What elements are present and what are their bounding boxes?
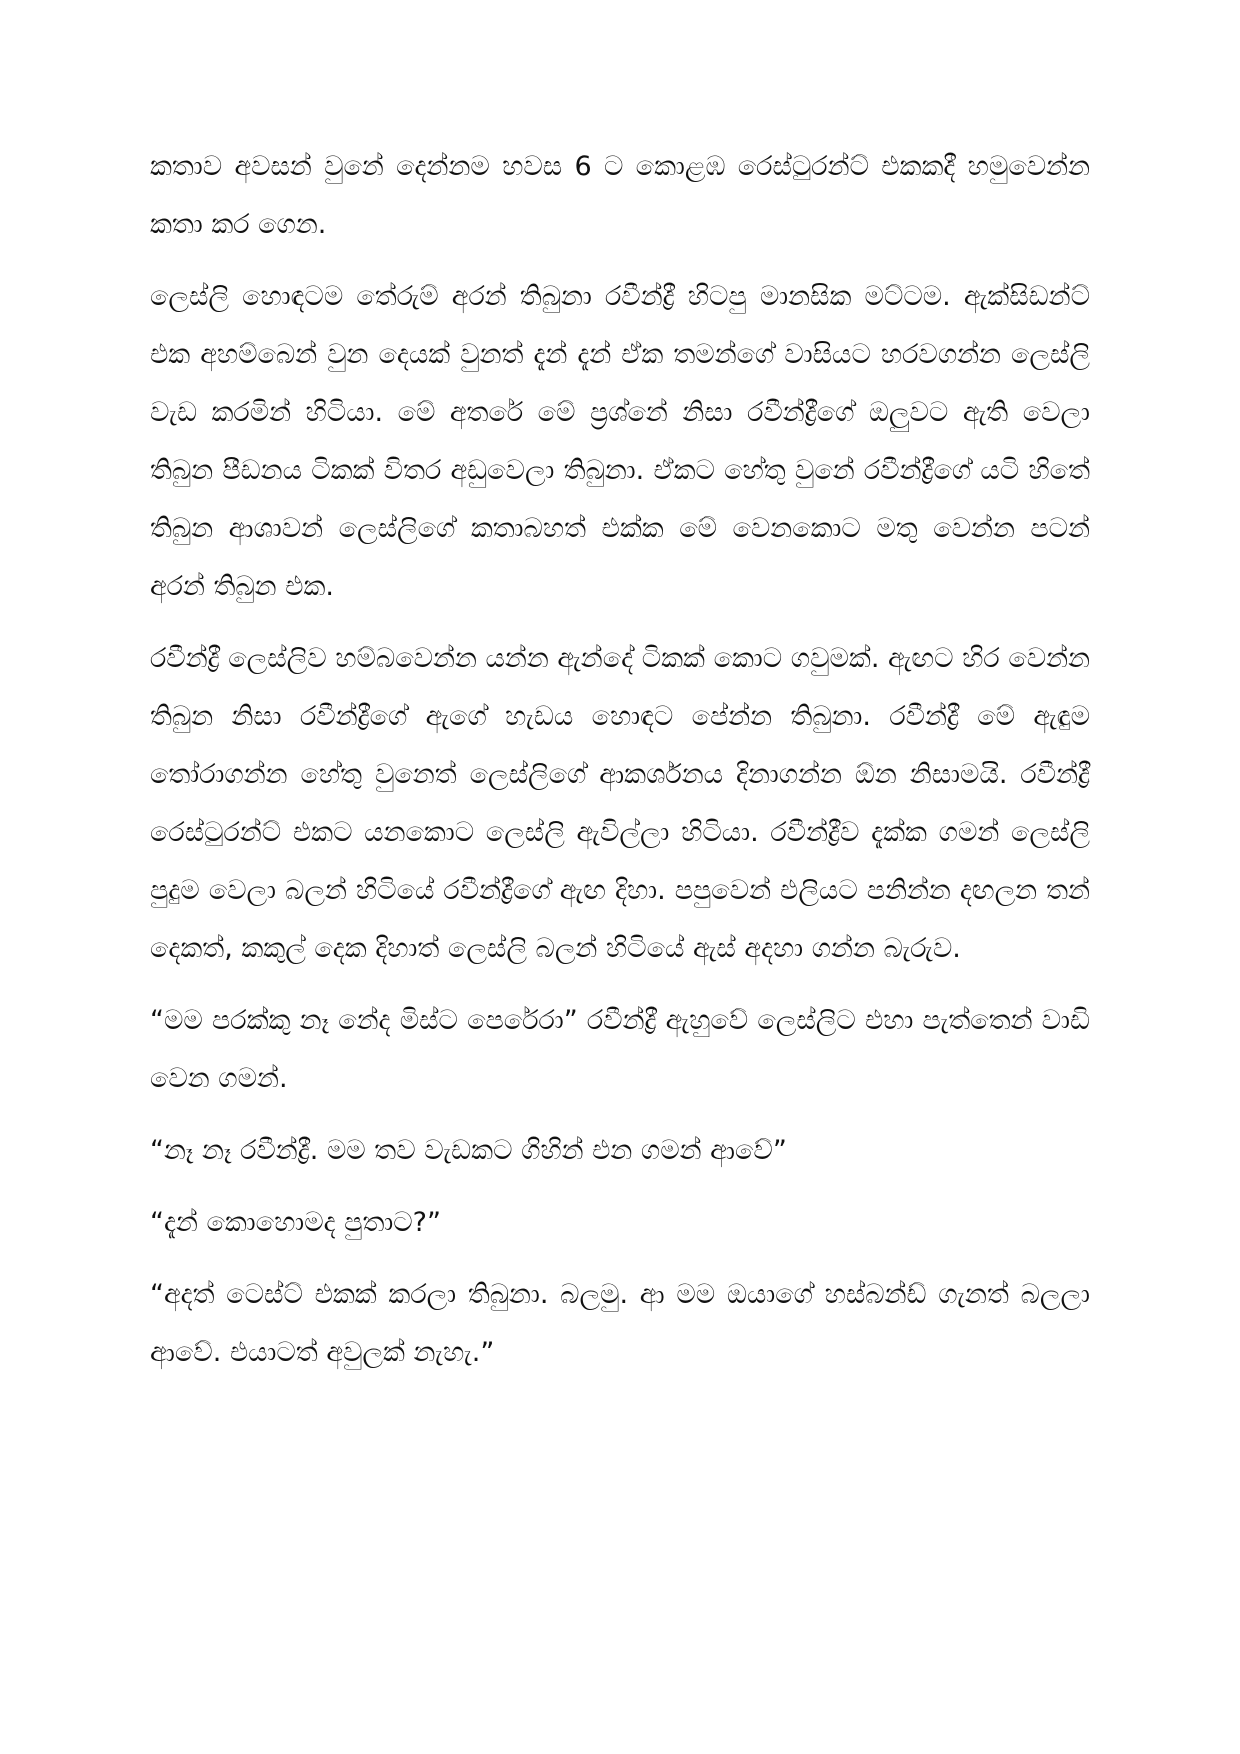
paragraph-5: “නෑ නෑ රවීන්ද්‍රී. මම තව වැඩකට ගිහින් එන ගමන් ආවේ” bbox=[150, 1135, 787, 1166]
paragraph-1: කතාව අවසන් වුනේ දෙන්නම හවස 6 ට කොළඹ රෙස්ටුරන්ට් එකකදී හමුවෙන්න කතා කර ගෙන. bbox=[150, 151, 1090, 240]
story-text bbox=[150, 138, 1090, 1396]
paragraph-2: ලෙස්ලි හොඳටම තේරුම් අරන් තිබුනා රවීන්ද්‍රී හිටපු මානසික මට්ටම. ඇක්සිඩන්ට් එක අහම්බෙන් වුන දෙයක් වුනත් දැන් දැන් ඒක තමන්ගේ වාසියට හරවගන්න ලෙස්ලි වැඩ කරමින් හිටියා. මේ අතරේ මේ ප්‍රශ්නේ නිසා රවීන්ද්‍රීගේ ඔලුවට ඇති වෙලා තිබුන පීඩනය ටිකක් විතර අඩුවෙලා තිබුනා. ඒකට හේතු වුනේ රවීන්ද්‍රීගේ යටි හිතේ තිබුන ආශාවන් ලෙස්ලිගේ කතාබහත් එක්ක මේ වෙනකොට මතු වෙන්න පටන් අරන් තිබුන එක. bbox=[150, 281, 1090, 602]
paragraph-4: “මම පරක්කු නෑ නේද මිස්ට පෙරේරා” රවීන්ද්‍රී ඇහුවේ ලෙස්ලිට එහා පැත්තෙන් වාඩි වෙන ගමන්. bbox=[150, 1005, 1090, 1094]
paragraph-6: “දැන් කොහොමද පුතාට?” bbox=[150, 1207, 441, 1238]
paragraph-3: රවීන්ද්‍රී ලෙස්ලිව හම්බවෙන්න යන්න ඇන්දේ ටිකක් කොට ගවුමක්. ඇඟට හිර වෙන්න තිබුන නිසා රවීන්ද්‍රීගේ ඇගේ හැඩය හොඳට පේන්න තිබුනා. රවීන්ද්‍රී මේ ඇඳුම තෝරාගන්න හේතු වුනෙත් ලෙස්ලිගේ ආකර්ශනය දිනාගන්න ඕන නිසාමයි. රවීන්ද්‍රී රෙස්ටුරන්ට් එකට යනකොට ලෙස්ලි ඇවිල්ලා හිටියා. රවීන්ද්‍රීව දැක්ක ගමන් ලෙස්ලි පුදුම වෙලා බලන් හිටියේ රවීන්ද්‍රීගේ ඇඟ දිහා. පපුවෙන් එලියට පනින්න දඟලන තන් දෙකත්, කකුල් දෙක දිහාත් ලෙස්ලි බලන් හිටියේ ඇස් අදහා ගන්න බැරුව. bbox=[150, 643, 1090, 964]
paragraph-7: “අදත් ටෙස්ට් එකක් කරලා තිබුනා. බලමු. ආ මම ඔයාගේ හස්බන්ඩ් ගැනත් බලලා ආවේ. එයාටත් අවුලක් නැහැ.” bbox=[150, 1279, 1090, 1368]
